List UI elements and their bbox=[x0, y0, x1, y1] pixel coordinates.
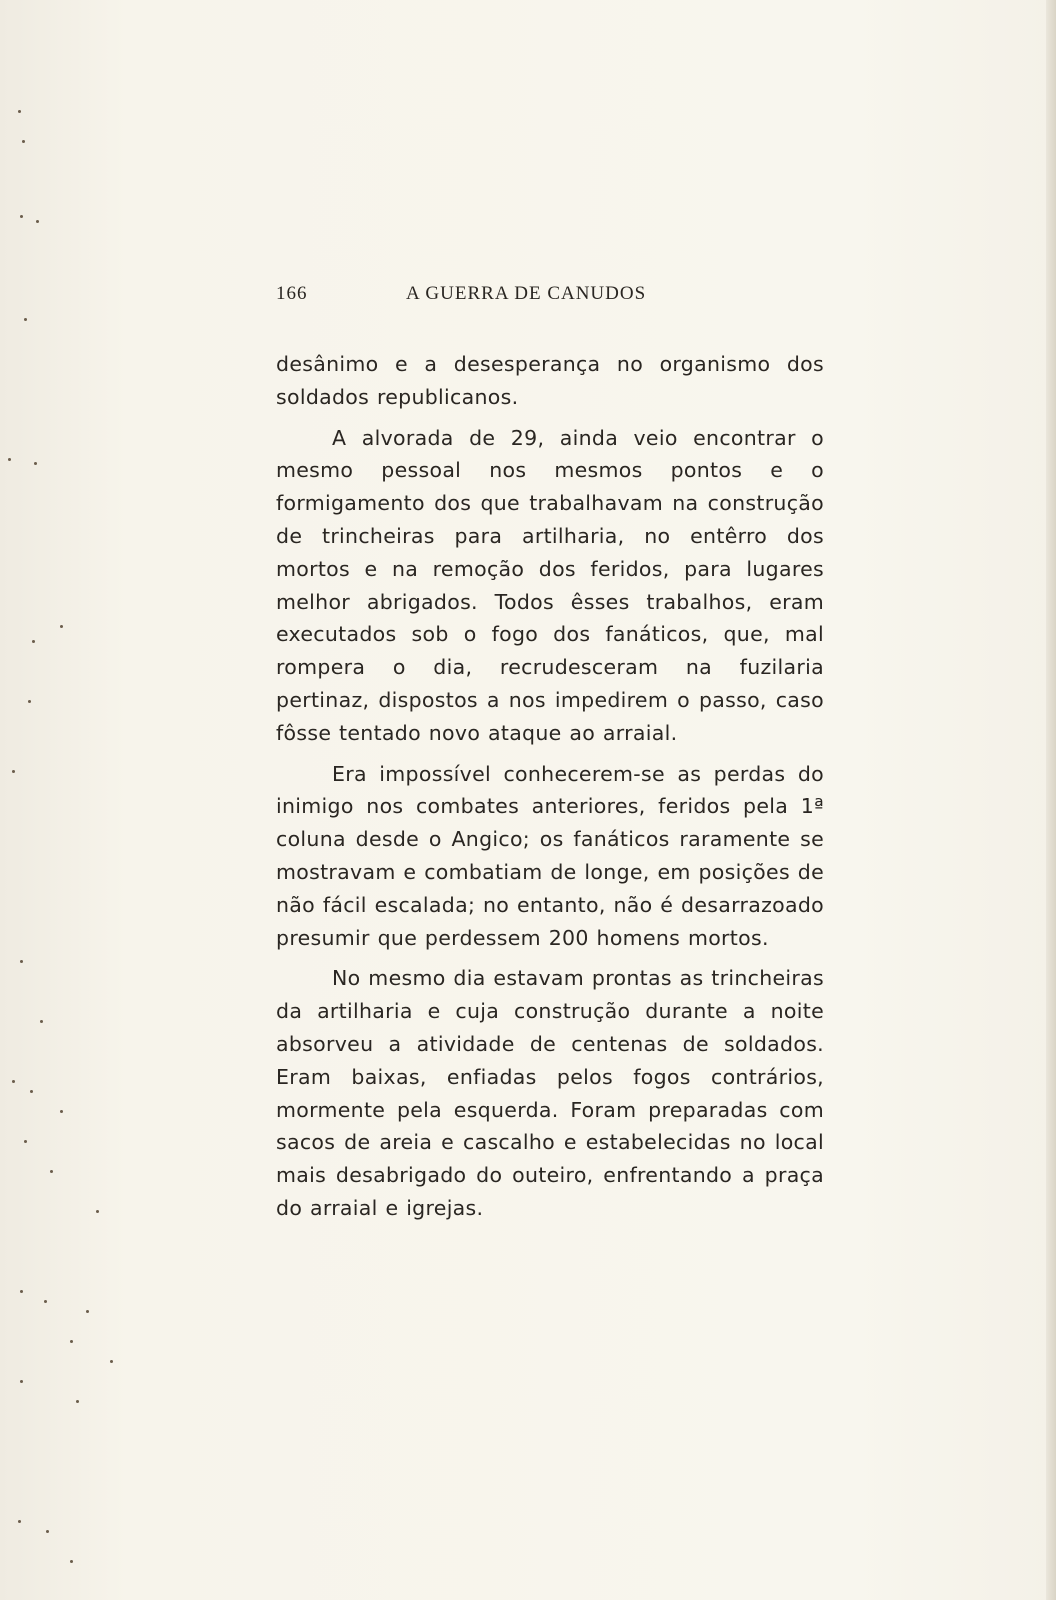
paragraph: desânimo e a desesperança no organismo dos soldados republicanos. bbox=[276, 352, 824, 409]
body-text bbox=[276, 348, 824, 1233]
paragraph: No mesmo dia estavam prontas as trincheiras da artilharia e cuja construção durante a noite absorveu a atividade de centenas de soldados. Eram baixas, enfiadas pelos fogos contrários, mormente pela esquerda. Foram preparadas com sacos de areia e cascalho e estabelecidas no local mais desabrigado do outeiro, enfrentando a praça do arraial e igrejas. bbox=[276, 966, 824, 1220]
paragraph: Era impossível conhecerem-se as perdas do inimigo nos combates anteriores, feridos pela 1ª coluna desde o Angico; os fanáticos raramente se mostravam e combatiam de longe, em posições de não fácil escalada; no entanto, não é desarrazoado presumir que perdessem 200 homens mortos. bbox=[276, 761, 824, 950]
page-edge bbox=[1046, 0, 1056, 1600]
page-number: 166 bbox=[276, 283, 308, 304]
running-header bbox=[276, 283, 686, 305]
running-title: A GUERRA DE CANUDOS bbox=[406, 283, 647, 304]
paragraph: A alvorada de 29, ainda veio encontrar o mesmo pessoal nos mesmos pontos e o formigamento dos que trabalhavam na construção de trincheiras para artilharia, no entêrro dos mortos e na remoção dos feridos, para lugares melhor abrigados. Todos êsses trabalhos, eram executados sob o fogo dos fanáticos, que, mal rompera o dia, recrudesceram na fuzilaria pertinaz, dispostos a nos impedirem o passo, caso fôsse tentado novo ataque ao arraial. bbox=[276, 425, 824, 745]
